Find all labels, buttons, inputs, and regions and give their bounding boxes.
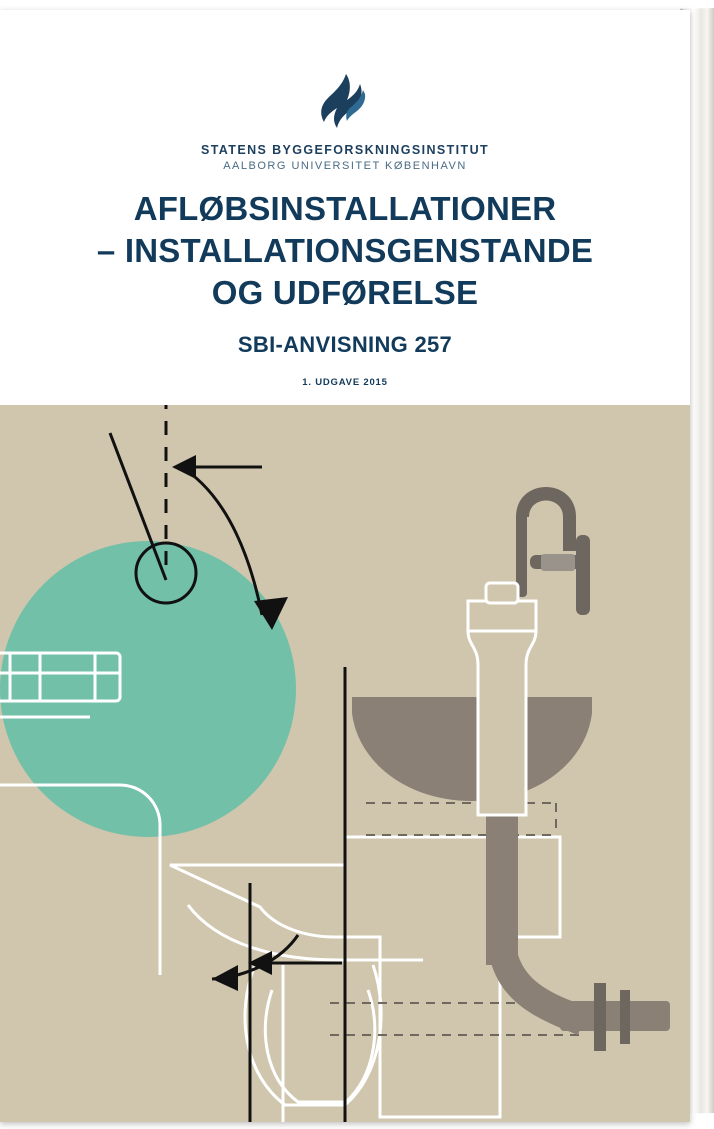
- flame-logo-icon: [306, 72, 384, 135]
- arrow-head-left-top: [172, 455, 196, 479]
- publisher-name: STATENS BYGGEFORSKNINGSINSTITUT: [200, 143, 490, 157]
- cover-title-line-3: OG UDFØRELSE: [211, 274, 479, 312]
- book-front-cover: [0, 10, 690, 1122]
- publisher-logo-block: [0, 72, 690, 172]
- green-circle: [0, 541, 296, 837]
- cover-title-line-1: AFLØBSINSTALLATIONER: [133, 190, 557, 227]
- cover-illustration: [0, 405, 690, 1122]
- cover-title-line-2: – INSTALLATIONSGENSTANDE: [96, 232, 594, 270]
- cover-edition: 1. UDGAVE 2015: [302, 377, 388, 388]
- publisher-affiliation: AALBORG UNIVERSITET KØBENHAVN: [223, 160, 467, 172]
- cover-title: [0, 188, 690, 315]
- cover-header-band: [0, 10, 690, 405]
- cover-subtitle: SBI-ANVISNING 257: [237, 332, 453, 357]
- water-trap: [468, 583, 536, 815]
- faucet: [516, 487, 590, 615]
- sink-outline: [352, 697, 592, 801]
